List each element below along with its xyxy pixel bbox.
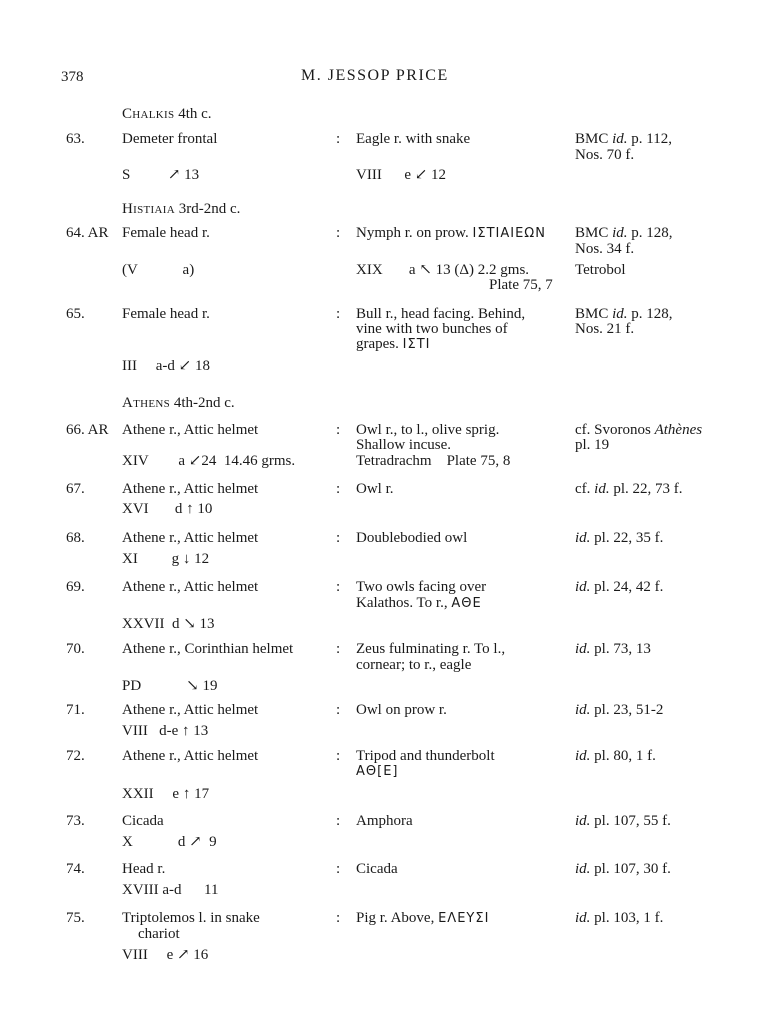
reverse-description: Nymph r. on prow. ΙΣΤΙΑΙΕΩΝ xyxy=(356,225,546,241)
obverse-die-data: X d ↗ 9 xyxy=(122,834,217,850)
reference: id. pl. 107, 30 f. xyxy=(575,861,671,877)
page-number: 378 xyxy=(61,69,84,85)
section-heading-chalkis: Chalkis 4th c. xyxy=(122,106,212,122)
reference: id. pl. 80, 1 f. xyxy=(575,748,656,764)
reverse-description-line-2: cornear; to r., eagle xyxy=(356,657,472,673)
greek-inscription: ΙΣΤΙΑΙΕΩΝ xyxy=(472,226,546,241)
obverse-description: Female head r. xyxy=(122,306,210,322)
reference: id. pl. 24, 42 f. xyxy=(575,579,664,595)
obverse-description: Athene r., Attic helmet xyxy=(122,422,259,438)
reverse-description-line-3: grapes. ΙΣΤΙ xyxy=(356,336,431,352)
entry-number: 71. xyxy=(66,702,85,718)
reference: id. pl. 22, 35 f. xyxy=(575,530,664,546)
separator: : xyxy=(336,225,341,241)
obverse-die-data: XXII e ↑ 17 xyxy=(122,786,210,802)
entry-number: 68. xyxy=(66,530,85,546)
greek-inscription: ΑΘ[Ε] xyxy=(356,764,399,779)
greek-inscription: ΕΛΕΥΣΙ xyxy=(438,911,490,926)
separator: : xyxy=(336,481,341,497)
obverse-description: Athene r., Attic helmet xyxy=(122,702,259,718)
reverse-description: Owl on prow r. xyxy=(356,702,447,718)
reverse-description: Cicada xyxy=(356,861,398,877)
reverse-description: Tripod and thunderbolt xyxy=(356,748,495,764)
obverse-description: Athene r., Corinthian helmet xyxy=(122,641,294,657)
obverse-die-data: III a-d ↙ 18 xyxy=(122,358,210,374)
reference: cf. id. pl. 22, 73 f. xyxy=(575,481,683,497)
obverse-description: Athene r., Attic helmet xyxy=(122,530,259,546)
obverse-die-data: XIV a ↙24 14.46 grms. xyxy=(122,453,296,469)
obverse-description: Female head r. xyxy=(122,225,210,241)
separator: : xyxy=(336,641,341,657)
reverse-description: Owl r. xyxy=(356,481,394,497)
separator: : xyxy=(336,748,341,764)
entry-number: 70. xyxy=(66,641,85,657)
separator: : xyxy=(336,813,341,829)
section-heading-athens: Athens 4th-2nd c. xyxy=(122,395,235,411)
reference: id. pl. 103, 1 f. xyxy=(575,910,664,926)
reverse-die-data: VIII e ↙ 12 xyxy=(356,167,447,183)
entry-number: 66. AR xyxy=(66,422,109,438)
reference: BMC id. p. 128, xyxy=(575,306,673,322)
obverse-description: Athene r., Attic helmet xyxy=(122,579,259,595)
section-heading-histiaia: Histiaia 3rd-2nd c. xyxy=(122,201,241,217)
obverse-die-data: VIII e ↗ 16 xyxy=(122,947,209,963)
separator: : xyxy=(336,422,341,438)
obverse-die-data: XXVII d ↘ 13 xyxy=(122,616,215,632)
entry-number: 67. xyxy=(66,481,85,497)
reference-continued: Nos. 70 f. xyxy=(575,147,635,163)
reference-continued: Nos. 34 f. xyxy=(575,241,635,257)
reverse-description: Amphora xyxy=(356,813,413,829)
obverse-die-data: XVIII a-d 11 xyxy=(122,882,219,898)
reference: BMC id. p. 112, xyxy=(575,131,672,147)
separator: : xyxy=(336,306,341,322)
obverse-description-line-2: chariot xyxy=(138,926,180,942)
obverse-description: Head r. xyxy=(122,861,166,877)
separator: : xyxy=(336,579,341,595)
reverse-description-line-2: Kalathos. To r., ΑΘΕ xyxy=(356,595,482,611)
entry-number: 64. AR xyxy=(66,225,109,241)
obverse-die-data: VIII d-e ↑ 13 xyxy=(122,723,209,739)
reverse-description: Eagle r. with snake xyxy=(356,131,471,147)
entry-number: 72. xyxy=(66,748,85,764)
separator: : xyxy=(336,702,341,718)
reference: id. pl. 73, 13 xyxy=(575,641,651,657)
running-head: M. JESSOP PRICE xyxy=(301,67,449,84)
reference: id. pl. 107, 55 f. xyxy=(575,813,671,829)
obverse-description: Athene r., Attic helmet xyxy=(122,481,259,497)
obverse-description: Demeter frontal xyxy=(122,131,218,147)
obverse-die-data: (V a) xyxy=(122,262,195,278)
obverse-description: Triptolemos l. in snake xyxy=(122,910,260,926)
reverse-description: Two owls facing over xyxy=(356,579,487,595)
greek-inscription: ΑΘΕ xyxy=(451,596,482,611)
plate-reference: Plate 75, 7 xyxy=(489,277,553,293)
entry-number: 63. xyxy=(66,131,85,147)
separator: : xyxy=(336,861,341,877)
obverse-die-data: PD ↘ 19 xyxy=(122,678,218,694)
reverse-description: Doublebodied owl xyxy=(356,530,468,546)
entry-number: 69. xyxy=(66,579,85,595)
obverse-description: Cicada xyxy=(122,813,164,829)
reverse-description: Zeus fulminating r. To l., xyxy=(356,641,506,657)
reference-continued: Nos. 21 f. xyxy=(575,321,635,337)
reverse-description: Owl r., to l., olive sprig. xyxy=(356,422,500,438)
entry-number: 65. xyxy=(66,306,85,322)
reference: BMC id. p. 128, xyxy=(575,225,673,241)
obverse-die-data: S ↗ 13 xyxy=(122,167,200,183)
reverse-description: Pig r. Above, ΕΛΕΥΣΙ xyxy=(356,910,490,926)
greek-inscription: ΙΣΤΙ xyxy=(402,337,431,352)
obverse-die-data: XI g ↓ 12 xyxy=(122,551,210,567)
reverse-die-data: XIX a ↖ 13 (Δ) 2.2 gms. xyxy=(356,262,530,278)
denomination: Tetrobol xyxy=(575,262,626,278)
entry-number: 74. xyxy=(66,861,85,877)
separator: : xyxy=(336,131,341,147)
separator: : xyxy=(336,910,341,926)
reference-continued: pl. 19 xyxy=(575,437,610,453)
obverse-die-data: XVI d ↑ 10 xyxy=(122,501,213,517)
reverse-description-line-2: vine with two bunches of xyxy=(356,321,508,337)
separator: : xyxy=(336,530,341,546)
reverse-description-line-3: Tetradrachm Plate 75, 8 xyxy=(356,453,511,469)
entry-number: 75. xyxy=(66,910,85,926)
entry-number: 73. xyxy=(66,813,85,829)
reference: cf. Svoronos Athènes xyxy=(575,422,703,438)
obverse-description: Athene r., Attic helmet xyxy=(122,748,259,764)
reverse-description-line-2: Shallow incuse. xyxy=(356,437,451,453)
reverse-description: Bull r., head facing. Behind, xyxy=(356,306,526,322)
reference: id. pl. 23, 51-2 xyxy=(575,702,664,718)
